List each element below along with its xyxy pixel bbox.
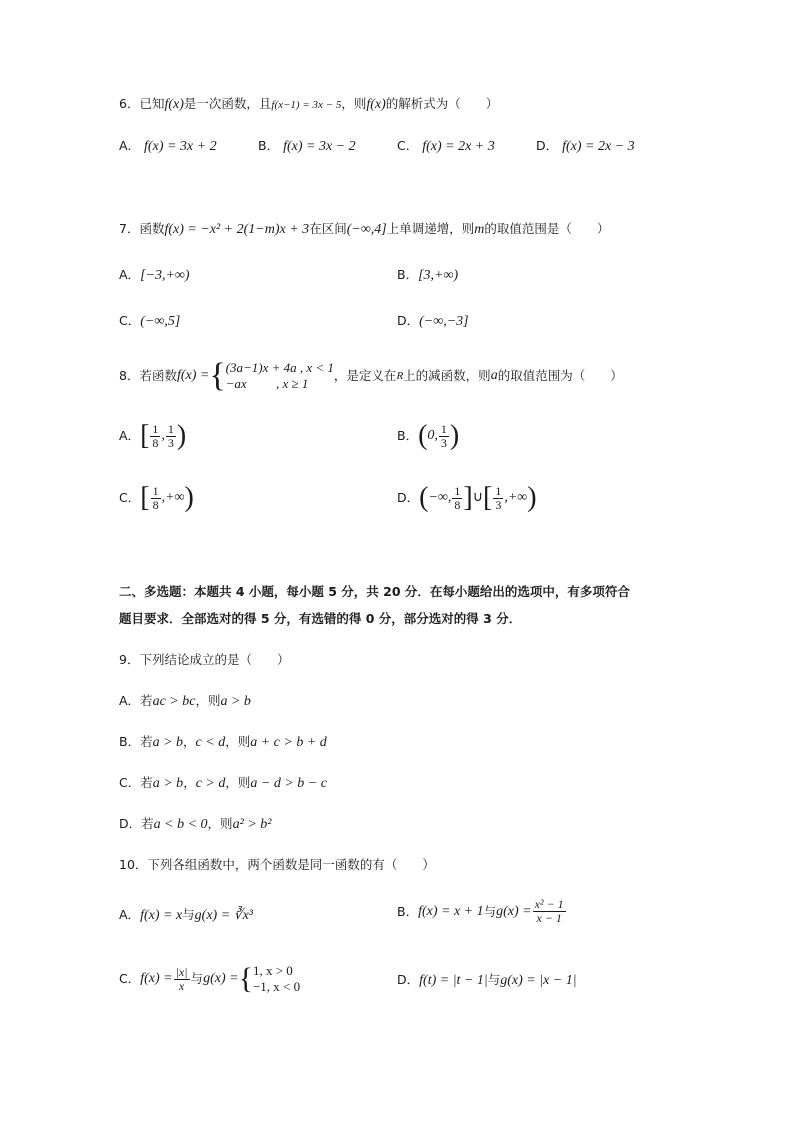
q8-option-c: C． [ $\frac{1}{8}$ ,+∞ ) <box>119 482 194 513</box>
q8-option-d: D． ( −∞, $\frac{1}{8}$ ] ∪ [ $\frac{1}{3}$ ,+∞ ) <box>397 482 537 513</box>
q6-option-c: C． f(x) = 2x + 3 <box>397 138 495 154</box>
q7-option-a: A．[−3,+∞) <box>119 267 190 283</box>
q7-option-b: B．[3,+∞) <box>397 267 459 283</box>
section2-title-line1: 二、多选题：本题共 4 小题，每小题 5 分，共 20 分．在每小题给出的选项中，有多项符合 <box>119 584 630 599</box>
q7-option-c: C．(−∞,5] <box>119 313 181 329</box>
q8-option-b: B． ( 0, $\frac{1}{3}$ ) <box>397 420 460 451</box>
q10-option-d: D．f(t) = |t − 1|与g(x) = |x − 1| <box>397 972 577 988</box>
q10-stem: 10．下列各组函数中，两个函数是同一函数的有（ ） <box>119 857 435 872</box>
q6-option-d: D． f(x) = 2x − 3 <box>536 138 635 154</box>
q6-stem: 6．已知f(x)是一次函数，且f(x−1) = 3x − 5，则f(x)的解析式为（ ） <box>119 96 499 112</box>
q6-option-b: B． f(x) = 3x − 2 <box>258 138 356 154</box>
q9-option-d: D．若a < b < 0，则a² > b² <box>119 816 272 832</box>
q6-option-a: A． f(x) = 3x + 2 <box>119 138 217 154</box>
q7-option-d: D．(−∞,−3] <box>397 313 469 329</box>
q8-option-a: A． [ $\frac{1}{8}$ , $\frac{1}{3}$ ) <box>119 420 187 451</box>
q7-stem: 7．函数f(x) = −x² + 2(1−m)x + 3在区间(−∞,4]上单调递增，则m的取值范围是（ ） <box>119 221 610 237</box>
q8-piecewise: (3a−1)x + 4a , x < 1 −ax , x ≥ 1 <box>225 360 334 391</box>
q10-option-c: C． f(x) = $\frac{|x|}{x}$ 与 g(x) = { 1, x > 0 −1, x < 0 <box>119 962 301 995</box>
q10-option-b: B． f(x) = x + 1 与 g(x) = $\frac{\text{x² − 1}}{x - 1}$ <box>397 897 564 925</box>
section2-title-line2: 题目要求．全部选对的得 5 分，有选错的得 0 分，部分选对的得 3 分． <box>119 611 522 626</box>
q8-stem: 8．若函数 f(x) = { (3a−1)x + 4a , x < 1 −ax , x ≥ 1 ，是定义在 R 上的减函数，则 a 的取值范围为（ ） <box>119 357 623 394</box>
q10-option-a: A．f(x) = x与g(x) = ∛x³ <box>119 907 253 923</box>
q9-stem: 9．下列结论成立的是（ ） <box>119 652 290 667</box>
q9-option-a: A．若ac > bc，则a > b <box>119 693 251 709</box>
q9-option-b: B．若a > b，c < d，则a + c > b + d <box>119 734 327 750</box>
q9-option-c: C．若a > b，c > d，则a − d > b − c <box>119 775 327 791</box>
